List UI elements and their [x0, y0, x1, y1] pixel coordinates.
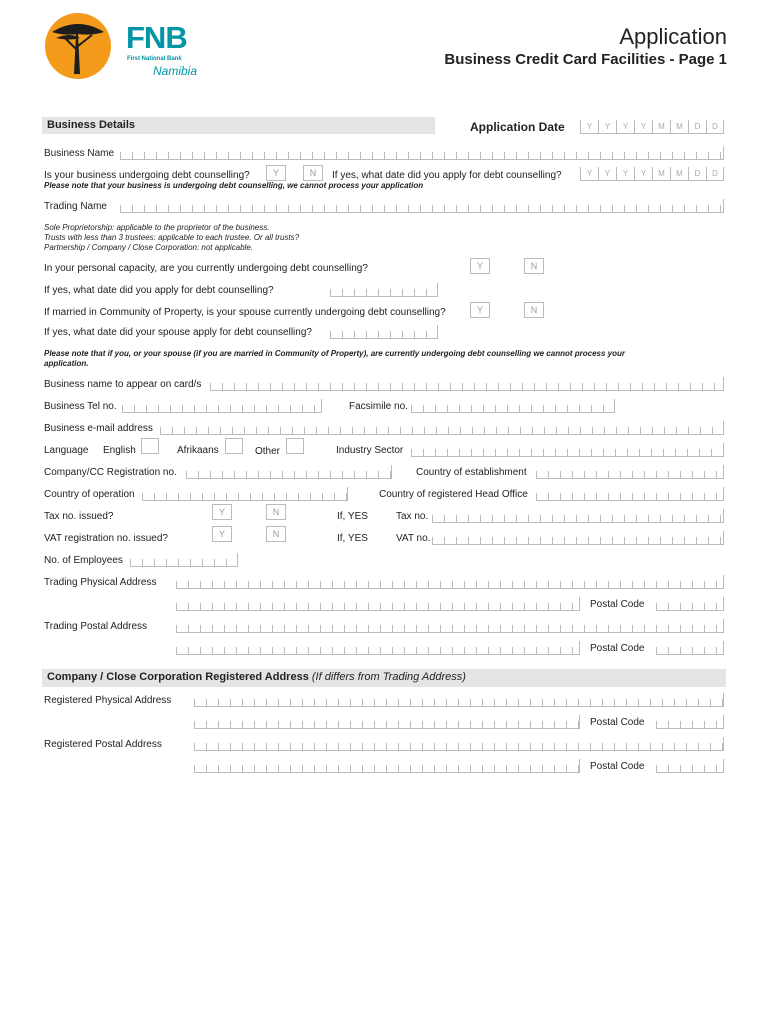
registered-postal-code-input[interactable]: [656, 759, 724, 773]
registered-postal-code-label: Postal Code: [590, 761, 645, 772]
personal-debt-no-box[interactable]: N: [524, 258, 544, 274]
card-name-input[interactable]: [210, 377, 724, 391]
tax-if-yes-label: If, YES: [337, 511, 368, 522]
applicability-note-3: Partnership / Company / Close Corporation: not applicable.: [44, 243, 253, 252]
personal-debt-date-question: If yes, what date did you apply for debt counselling?: [44, 285, 274, 296]
page-subtitle: Business Credit Card Facilities - Page 1: [444, 51, 727, 68]
business-name-input[interactable]: [120, 146, 724, 160]
spouse-debt-yes-box[interactable]: Y: [470, 302, 490, 318]
country-ho-input[interactable]: [536, 487, 724, 501]
trading-postal-code-input[interactable]: [656, 641, 724, 655]
personal-debt-date-input[interactable]: [330, 283, 438, 297]
business-name-label: Business Name: [44, 148, 115, 159]
registered-postal-input-2[interactable]: [194, 759, 580, 773]
registered-physical-input-1[interactable]: [194, 693, 724, 707]
lang-afrikaans-checkbox[interactable]: [225, 438, 243, 454]
trading-name-label: Trading Name: [44, 201, 107, 212]
trading-physical-postal-code-input[interactable]: [656, 597, 724, 611]
page-title: Application: [619, 24, 727, 49]
trading-postal-label: Trading Postal Address: [44, 621, 148, 632]
personal-debt-yes-box[interactable]: Y: [470, 258, 490, 274]
language-label: Language: [44, 445, 89, 456]
section-business-details: Business Details: [42, 117, 435, 134]
registered-postal-label: Registered Postal Address: [44, 739, 162, 750]
fnb-logo: [40, 10, 230, 80]
trading-physical-input-1[interactable]: [176, 575, 724, 589]
trading-postal-input-2[interactable]: [176, 641, 580, 655]
personal-debt-question: In your personal capacity, are you currently undergoing debt counselling?: [44, 263, 368, 274]
section-registered-address: [42, 669, 726, 687]
tax-no-input[interactable]: [432, 509, 724, 523]
employees-input[interactable]: [130, 553, 238, 567]
vat-no-input[interactable]: [432, 531, 724, 545]
acacia-tree-icon: [40, 10, 116, 80]
debt-yes-box[interactable]: Y: [266, 165, 286, 181]
tax-yes-box[interactable]: Y: [212, 504, 232, 520]
spouse-note-line1: Please note that if you, or your spouse (if you are married in Community of Property), are currently undergoing debt counselling we cannot process your: [44, 349, 625, 358]
debt-date-question: If yes, what date did you apply for debt counselling?: [332, 170, 562, 181]
registered-postal-input-1[interactable]: [194, 737, 724, 751]
vat-if-yes-label: If, YES: [337, 533, 368, 544]
registered-physical-postal-code-input[interactable]: [656, 715, 724, 729]
fax-label: Facsimile no.: [349, 401, 408, 412]
country-est-label: Country of establishment: [416, 467, 527, 478]
registered-section-note: (If differs from Trading Address): [308, 671, 466, 683]
industry-input[interactable]: [411, 443, 724, 457]
debt-note: Please note that your business is undergoing debt counselling, we cannot process your application: [44, 181, 424, 190]
application-date-field[interactable]: Y Y Y Y M M D D: [580, 120, 724, 134]
trading-postal-code-label: Postal Code: [590, 643, 645, 654]
registered-physical-postal-code-label: Postal Code: [590, 717, 645, 728]
lang-other-label: Other: [255, 446, 281, 457]
spouse-debt-date-question: If yes, what date did your spouse apply for debt counselling?: [44, 327, 312, 338]
lang-other-checkbox[interactable]: [286, 438, 304, 454]
tel-input[interactable]: [122, 399, 322, 413]
reg-no-label: Company/CC Registration no.: [44, 467, 177, 478]
registered-physical-input-2[interactable]: [194, 715, 580, 729]
country-ho-label: Country of registered Head Office: [379, 489, 528, 500]
email-label: Business e-mail address: [44, 423, 153, 434]
logo-brand: FNB: [126, 20, 187, 55]
debt-counselling-question: Is your business undergoing debt counselling?: [44, 170, 250, 181]
debt-date-field[interactable]: Y Y Y Y M M D D: [580, 167, 724, 181]
trading-physical-label: Trading Physical Address: [44, 577, 157, 588]
trading-postal-input-1[interactable]: [176, 619, 724, 633]
email-input[interactable]: [160, 421, 724, 435]
country-op-input[interactable]: [142, 487, 348, 501]
applicability-note-2: Trusts with less than 3 trustees: applicable to each trustee. Or all trusts?: [44, 233, 300, 242]
reg-no-input[interactable]: [186, 465, 392, 479]
debt-no-box[interactable]: N: [303, 165, 323, 181]
tax-issued-label: Tax no. issued?: [44, 511, 114, 522]
tel-label: Business Tel no.: [44, 401, 117, 412]
vat-yes-box[interactable]: Y: [212, 526, 232, 542]
logo-line1: First National Bank: [127, 56, 182, 62]
employees-label: No. of Employees: [44, 555, 123, 566]
tax-no-label: Tax no.: [396, 511, 429, 522]
lang-afrikaans-label: Afrikaans: [177, 445, 219, 456]
fax-input[interactable]: [411, 399, 615, 413]
lang-english-label: English: [103, 445, 136, 456]
trading-name-input[interactable]: [120, 199, 724, 213]
vat-no-label: VAT no.: [396, 533, 431, 544]
country-est-input[interactable]: [536, 465, 724, 479]
logo-line2: Namibia: [153, 64, 198, 78]
card-name-label: Business name to appear on card/s: [44, 379, 202, 390]
trading-physical-postal-code-label: Postal Code: [590, 599, 645, 610]
lang-english-checkbox[interactable]: [141, 438, 159, 454]
registered-section-title: Company / Close Corporation Registered Address: [47, 671, 309, 683]
spouse-debt-question: If married in Community of Property, is your spouse currently undergoing debt counselling?: [44, 307, 446, 318]
applicability-note-1: Sole Proprietorship: applicable to the proprietor of the business.: [44, 223, 270, 232]
spouse-note-line2: application.: [44, 359, 89, 368]
tax-no-box[interactable]: N: [266, 504, 286, 520]
application-date-label: Application Date: [470, 120, 565, 134]
spouse-debt-no-box[interactable]: N: [524, 302, 544, 318]
vat-no-box[interactable]: N: [266, 526, 286, 542]
trading-physical-input-2[interactable]: [176, 597, 580, 611]
spouse-debt-date-input[interactable]: [330, 325, 438, 339]
industry-label: Industry Sector: [336, 445, 404, 456]
vat-issued-label: VAT registration no. issued?: [44, 533, 168, 544]
country-op-label: Country of operation: [44, 489, 135, 500]
registered-physical-label: Registered Physical Address: [44, 695, 172, 706]
